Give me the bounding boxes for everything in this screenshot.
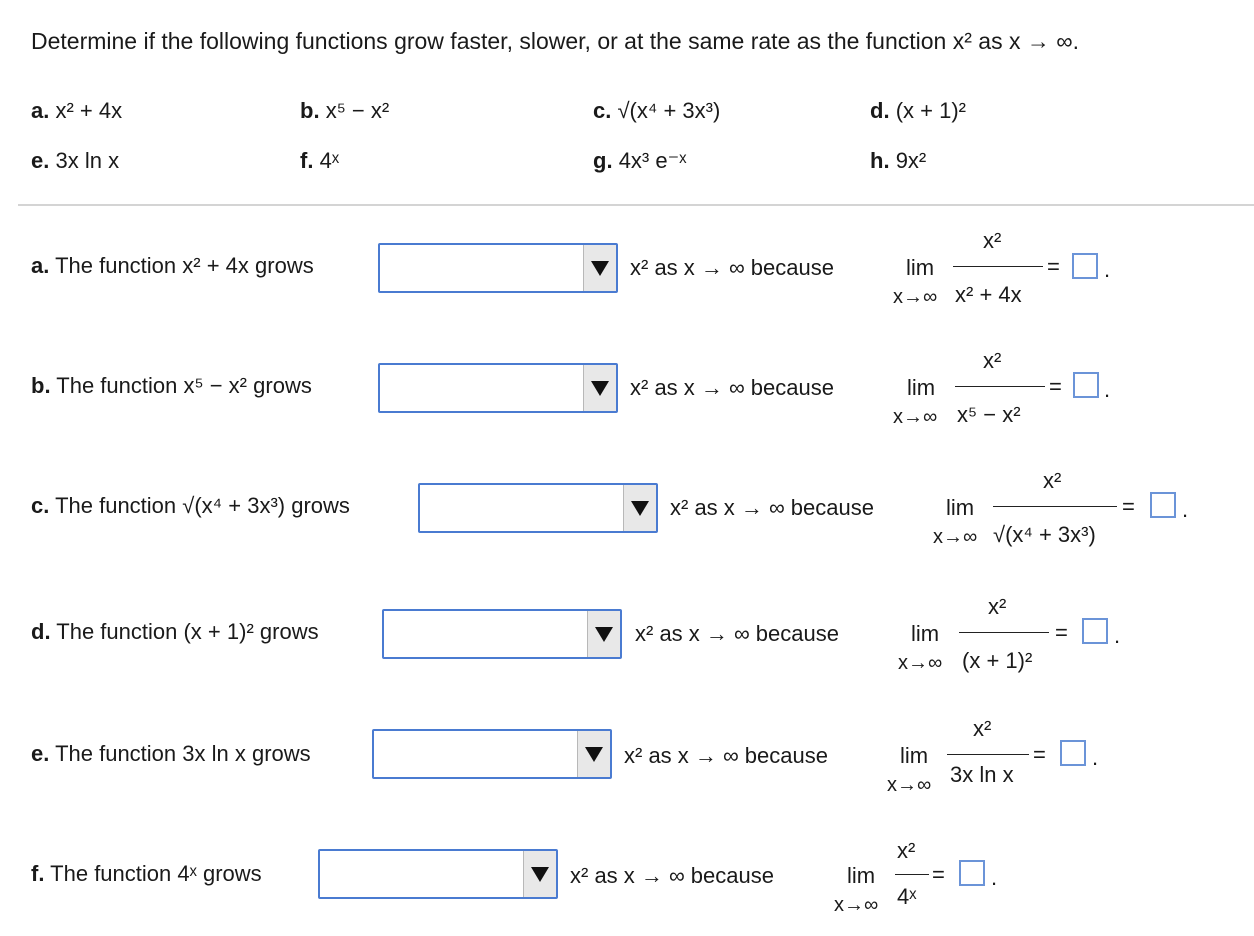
triangle-down-icon [631,501,649,516]
question-expression: 3x ln x [182,741,246,766]
fraction-bar [993,506,1117,507]
question-label [31,861,262,887]
grows-text: grows [255,253,314,278]
growth-rate-dropdown-b[interactable] [378,363,618,413]
lim-text: lim [900,743,929,768]
dropdown-arrow-button[interactable] [587,611,620,657]
grows-text: grows [259,619,319,644]
lim-subscript: x→∞ [898,652,943,674]
function-item-a [31,98,122,124]
period: . [1104,257,1111,282]
item-expression: x⁵ − x² [325,98,390,123]
question-letter: e. [31,741,50,766]
function-item-c [593,98,720,124]
fraction-numerator: x² [1043,468,1062,493]
item-letter: a. [31,98,50,123]
dropdown-arrow-button[interactable] [523,851,556,897]
period: . [1114,623,1121,648]
lim-subscript: x→∞ [893,406,938,428]
question-letter: f. [31,861,45,886]
question-label [31,373,312,399]
because-text: x² as x → ∞ because [570,863,774,888]
lim-text: lim [911,621,940,646]
question-row-f [0,830,1254,920]
triangle-down-icon [595,627,613,642]
item-expression: 9x² [895,148,927,173]
limit-answer-box-d[interactable] [1082,618,1108,644]
growth-rate-dropdown-c[interactable] [418,483,658,533]
lim-text: lim [907,375,936,400]
growth-rate-dropdown-a[interactable] [378,243,618,293]
triangle-down-icon [591,381,609,396]
question-letter: c. [31,493,50,518]
lim-subscript: x→∞ [933,526,978,548]
question-lead: The function [55,253,177,278]
growth-rate-dropdown-e[interactable] [372,729,612,779]
fraction-bar [955,386,1045,387]
fraction-denominator: (x + 1)² [962,648,1033,673]
fraction-numerator: x² [988,594,1007,619]
fraction-numerator: x² [983,228,1002,253]
item-expression: 4x³ e⁻ˣ [618,148,687,173]
limit-answer-box-b[interactable] [1073,372,1099,398]
item-expression: 3x ln x [55,148,120,173]
question-label [31,741,311,767]
lim-text: lim [847,863,876,888]
question-lead: The function [50,861,172,886]
question-prompt [31,28,1079,55]
growth-rate-dropdown-f[interactable] [318,849,558,899]
lim-subscript: x→∞ [893,286,938,308]
because-text: x² as x → ∞ because [670,495,874,520]
item-letter: g. [593,148,613,173]
question-row-d [0,588,1254,678]
grows-text: grows [291,493,350,518]
period: . [1182,497,1189,522]
dropdown-arrow-button[interactable] [583,365,616,411]
fraction-numerator: x² [897,838,916,863]
equals-sign: = [932,862,945,887]
question-row-a [0,222,1254,312]
function-item-h [870,148,926,174]
question-row-e [0,710,1254,800]
equals-sign: = [1033,742,1046,767]
question-lead: The function [55,741,177,766]
lim-text: lim [946,495,975,520]
fraction-bar [953,266,1043,267]
period: . [1092,745,1099,770]
item-letter: h. [870,148,890,173]
section-divider [18,204,1254,206]
question-label [31,619,319,645]
question-letter: d. [31,619,51,644]
dropdown-arrow-button[interactable] [583,245,616,291]
fraction-numerator: x² [983,348,1002,373]
equals-sign: = [1122,494,1135,519]
limit-answer-box-c[interactable] [1150,492,1176,518]
triangle-down-icon [591,261,609,276]
question-expression: √(x⁴ + 3x³) [182,493,286,518]
lim-subscript: x→∞ [887,774,932,796]
question-label [31,493,350,519]
fraction-denominator: x⁵ − x² [957,402,1021,427]
item-letter: c. [593,98,612,123]
item-expression: (x + 1)² [895,98,966,123]
grows-text: grows [253,373,312,398]
question-expression: x⁵ − x² [183,373,248,398]
prompt-text: Determine if the following functions grow faster, slower, or at the same rate as the function x² as x → ∞. [31,28,1080,54]
item-letter: e. [31,148,50,173]
grows-text: grows [252,741,311,766]
because-text: x² as x → ∞ because [624,743,828,768]
dropdown-arrow-button[interactable] [623,485,656,531]
triangle-down-icon [531,867,549,882]
question-expression: (x + 1)² [183,619,254,644]
growth-rate-dropdown-d[interactable] [382,609,622,659]
lim-subscript: x→∞ [834,894,879,916]
fraction-denominator: 4ˣ [897,884,917,909]
limit-answer-box-e[interactable] [1060,740,1086,766]
question-expression: 4ˣ [177,861,197,886]
fraction-bar [959,632,1049,633]
equals-sign: = [1055,620,1068,645]
period: . [991,865,998,890]
item-letter: d. [870,98,890,123]
question-lead: The function [55,493,177,518]
fraction-numerator: x² [973,716,992,741]
function-item-b [300,98,389,124]
item-letter: b. [300,98,320,123]
item-expression: √(x⁴ + 3x³) [617,98,721,123]
question-lead: The function [56,373,178,398]
function-item-e [31,148,119,174]
because-text: x² as x → ∞ because [635,621,839,646]
because-text: x² as x → ∞ because [630,255,834,280]
grows-text: grows [202,861,262,886]
fraction-denominator: √(x⁴ + 3x³) [993,522,1096,547]
fraction-denominator: x² + 4x [955,282,1022,307]
limit-answer-box-f[interactable] [959,860,985,886]
period: . [1104,377,1111,402]
dropdown-arrow-button[interactable] [577,731,610,777]
fraction-denominator: 3x ln x [950,762,1014,787]
lim-text: lim [906,255,935,280]
item-expression: 4ˣ [319,148,340,173]
limit-answer-box-a[interactable] [1072,253,1098,279]
question-row-b [0,342,1254,432]
question-letter: b. [31,373,51,398]
fraction-bar [947,754,1029,755]
equals-sign: = [1047,254,1060,279]
fraction-bar [895,874,929,875]
question-label [31,253,314,279]
function-item-g [593,148,686,174]
question-expression: x² + 4x [182,253,249,278]
because-text: x² as x → ∞ because [630,375,834,400]
triangle-down-icon [585,747,603,762]
question-row-c [0,462,1254,552]
function-item-f [300,148,339,174]
question-lead: The function [56,619,178,644]
item-expression: x² + 4x [55,98,123,123]
item-letter: f. [300,148,314,173]
question-letter: a. [31,253,50,278]
equals-sign: = [1049,374,1062,399]
function-item-d [870,98,966,124]
